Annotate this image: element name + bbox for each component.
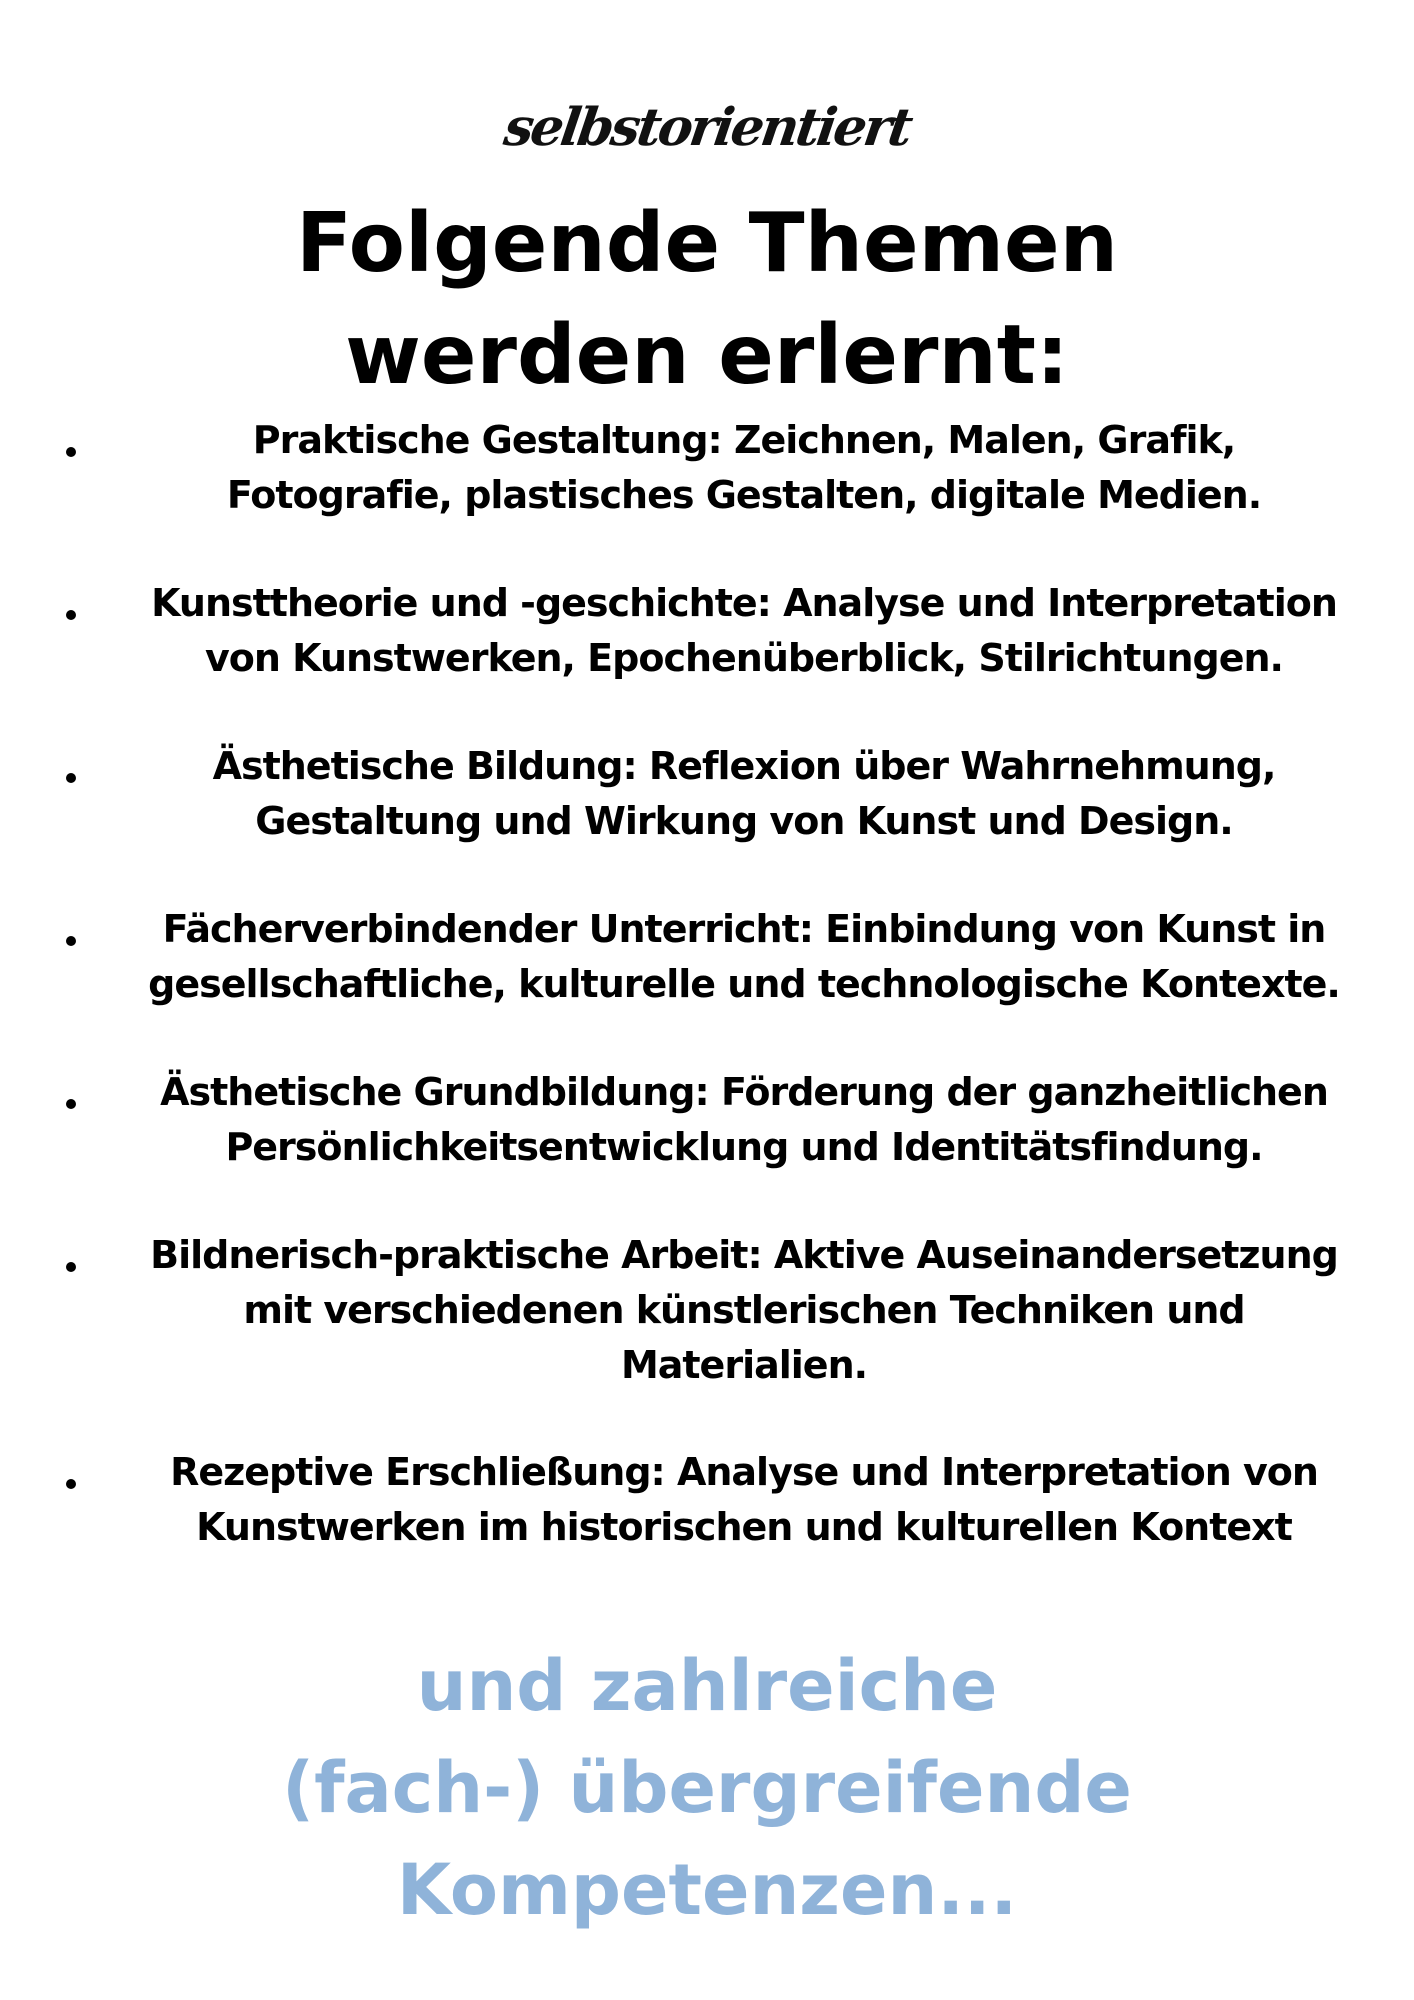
topic-list — [0, 418, 1414, 1632]
page-title-line: Folgende Themen — [295, 196, 1119, 291]
topic-line: Rezeptive Erschließung: Analyse und Interpretation von — [170, 1450, 1318, 1494]
topic-text — [108, 1445, 1380, 1555]
bullet-icon — [66, 773, 76, 783]
list-item — [0, 1450, 1414, 1632]
brand-logo — [0, 88, 1414, 168]
topic-line: gesellschaftliche, kulturelle und technologische Kontexte. — [148, 962, 1340, 1006]
closing-line: (fach-) übergreifende — [282, 1747, 1132, 1829]
list-item — [0, 1233, 1414, 1469]
topic-text — [108, 413, 1380, 523]
topic-text — [108, 576, 1380, 686]
topic-line: mit verschiedenen künstlerischen Techniken und — [243, 1288, 1245, 1332]
topic-line: Fächerverbindender Unterricht: Einbindung von Kunst in — [162, 907, 1326, 951]
brand-logo-text: selbstorientiert — [500, 97, 914, 158]
bullet-icon — [66, 1262, 76, 1272]
topic-text — [108, 902, 1380, 1012]
topic-line: Persönlichkeitsentwicklung und Identitätsfindung. — [225, 1125, 1263, 1169]
bullet-icon — [66, 936, 76, 946]
topic-line: Ästhetische Grundbildung: Förderung der ganzheitlichen — [160, 1070, 1328, 1114]
topic-line: Materialien. — [620, 1343, 868, 1387]
bullet-icon — [66, 447, 76, 457]
topic-line: Bildnerisch-praktische Arbeit: Aktive Auseinandersetzung — [150, 1233, 1338, 1277]
topic-line: Praktische Gestaltung: Zeichnen, Malen, Grafik, — [252, 418, 1236, 462]
closing-line: Kompetenzen... — [396, 1849, 1018, 1931]
topic-line: Kunstwerken im historischen und kulturellen Kontext — [196, 1505, 1292, 1549]
topic-line: Ästhetische Bildung: Reflexion über Wahrnehmung, — [212, 744, 1276, 788]
page-title — [0, 188, 1414, 412]
topic-text — [108, 1065, 1380, 1175]
topic-text — [108, 739, 1380, 849]
topic-line: Kunsttheorie und -geschichte: Analyse und Interpretation — [151, 581, 1337, 625]
bullet-icon — [66, 1099, 76, 1109]
topic-line: Gestaltung und Wirkung von Kunst und Design. — [255, 799, 1233, 843]
page-title-line: werden erlernt: — [345, 308, 1069, 403]
closing-statement — [0, 1635, 1414, 1941]
topic-line: von Kunstwerken, Epochenüberblick, Stilrichtungen. — [205, 636, 1283, 680]
topic-line: Fotografie, plastisches Gestalten, digitale Medien. — [226, 473, 1262, 517]
closing-line: und zahlreiche — [416, 1645, 998, 1727]
bullet-icon — [66, 610, 76, 620]
bullet-icon — [66, 1479, 76, 1489]
topic-text — [108, 1228, 1380, 1393]
